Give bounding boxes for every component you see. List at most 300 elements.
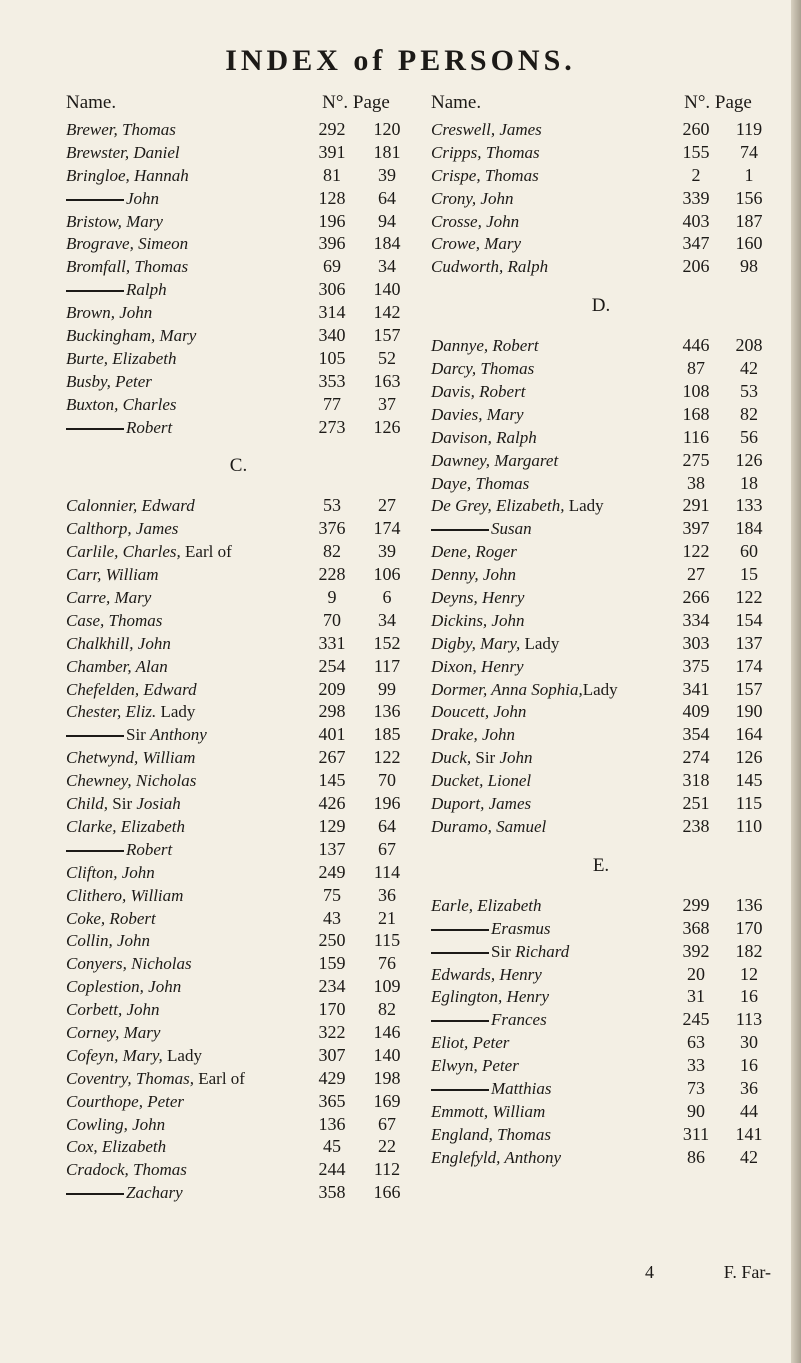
entry-number: 159	[318, 953, 346, 974]
entry-name	[431, 1009, 665, 1032]
entry-page: 157	[373, 325, 401, 346]
entry-page: 34	[378, 256, 396, 277]
entry-name-text: Duck,	[431, 748, 472, 768]
entry-number: 331	[318, 632, 346, 653]
index-entry	[431, 792, 771, 815]
entry-page: 154	[735, 609, 763, 630]
index-entry	[66, 700, 411, 723]
entry-name-text: Emmott, William	[431, 1101, 546, 1121]
entry-name	[66, 541, 301, 564]
entry-page: 146	[373, 1021, 401, 1042]
index-entry	[66, 370, 411, 393]
entry-name	[431, 633, 665, 656]
section-letter: C.	[229, 455, 248, 477]
entry-name	[66, 587, 301, 610]
entry-page: 21	[378, 907, 396, 928]
no-page-header: N°. Page	[322, 92, 390, 113]
entry-name	[66, 656, 301, 679]
index-entry	[66, 586, 411, 609]
entry-number: 358	[318, 1182, 346, 1203]
entry-name-text: Darcy, Thomas	[431, 359, 535, 379]
entry-name-text: Frances	[491, 1010, 547, 1030]
entry-page: 126	[735, 449, 763, 470]
entry-name	[66, 302, 301, 325]
index-entry	[431, 700, 771, 723]
index-entry	[66, 998, 411, 1021]
entry-number: 274	[682, 747, 710, 768]
index-entry	[66, 1113, 411, 1136]
entry-name	[431, 747, 665, 770]
entry-name	[431, 427, 665, 450]
index-entry	[431, 632, 771, 655]
entry-name	[66, 495, 301, 518]
page-footer	[431, 1262, 771, 1283]
entry-name	[431, 404, 665, 427]
entry-name-text: Matthias	[491, 1078, 552, 1098]
index-entry	[66, 563, 411, 586]
entry-page: 76	[378, 953, 396, 974]
entry-page: 1	[744, 164, 754, 185]
entry-page: 110	[735, 815, 763, 836]
entry-number: 403	[682, 210, 710, 231]
index-entry	[66, 416, 411, 439]
entry-page: 169	[373, 1090, 401, 1111]
entry-number: 409	[682, 701, 710, 722]
entry-page: 74	[740, 141, 758, 162]
index-entry	[66, 164, 411, 187]
entry-number: 426	[318, 793, 346, 814]
entry-title: Lady	[582, 679, 618, 699]
entry-page: 196	[373, 793, 401, 814]
entry-name-text: Chefelden, Edward	[66, 679, 197, 699]
entry-name	[431, 701, 665, 724]
entry-page: 70	[378, 770, 396, 791]
entry-page: 119	[735, 119, 763, 139]
entry-number: 307	[318, 1044, 346, 1065]
entry-name	[66, 211, 301, 234]
entry-name	[66, 188, 301, 211]
entry-number: 69	[323, 256, 341, 277]
ditto-dash	[66, 735, 124, 737]
entry-name-text: Courthope, Peter	[66, 1091, 185, 1111]
entry-page: 16	[740, 1055, 758, 1076]
right-column-header	[431, 92, 771, 118]
page-edge-shadow	[791, 0, 801, 1363]
entry-title: Lady	[162, 1045, 202, 1065]
entry-name-text: Deyns, Henry	[431, 588, 525, 608]
entry-name	[431, 895, 665, 918]
entry-number: 244	[318, 1159, 346, 1180]
entry-name	[66, 816, 301, 839]
entry-name	[431, 335, 665, 358]
right-column	[431, 92, 771, 1169]
index-entry	[66, 723, 411, 746]
entry-name-text: Child,	[66, 794, 109, 814]
entry-page: 122	[735, 587, 763, 608]
entry-number: 20	[687, 963, 705, 984]
entry-name-text: Carre, Mary	[66, 588, 152, 608]
ditto-dash	[66, 1193, 124, 1195]
entry-page: 120	[373, 119, 401, 139]
entry-page: 82	[740, 403, 758, 424]
name-header: Name.	[431, 92, 482, 113]
entry-name	[66, 747, 301, 770]
entry-name-text: Dannye, Robert	[431, 336, 539, 356]
entry-page: 140	[373, 279, 401, 300]
entry-name-text: Ralph	[126, 280, 167, 300]
index-entry	[431, 232, 771, 255]
index-entry	[66, 255, 411, 278]
entry-name-text: Doucett, John	[431, 702, 527, 722]
entry-page: 157	[735, 678, 763, 699]
index-entry	[431, 963, 771, 986]
entry-name	[66, 999, 301, 1022]
entry-name	[66, 1045, 301, 1068]
entry-name-text: Dene, Roger	[431, 542, 517, 562]
entry-page: 142	[373, 302, 401, 323]
index-entry	[66, 232, 411, 255]
entry-number: 168	[682, 403, 710, 424]
entry-name	[66, 119, 301, 142]
entry-number: 145	[318, 770, 346, 791]
entry-name-text: Brown, John	[66, 303, 153, 323]
entry-name-text: Brewer, Thomas	[66, 120, 176, 139]
entry-name-text: Bromfall, Thomas	[66, 257, 189, 277]
entry-number: 82	[323, 541, 341, 562]
entry-name-text: Anthony	[150, 725, 207, 745]
entry-name-text: Corney, Mary	[66, 1022, 161, 1042]
index-entry	[431, 540, 771, 563]
ditto-dash	[66, 199, 124, 201]
entry-name-text: Corbett, John	[66, 1000, 160, 1020]
entry-name-text: Davison, Ralph	[431, 427, 537, 447]
entry-number: 155	[682, 141, 710, 162]
index-entry	[66, 975, 411, 998]
entry-number: 196	[318, 210, 346, 231]
entry-page: 109	[373, 976, 401, 997]
entry-number: 238	[682, 815, 710, 836]
index-entry	[431, 1077, 771, 1100]
index-entry	[431, 118, 771, 141]
entry-name-text: Cowling, John	[66, 1114, 166, 1134]
index-entry	[66, 347, 411, 370]
entry-page: 145	[735, 770, 763, 791]
entry-number: 77	[323, 393, 341, 414]
entry-number: 368	[682, 917, 710, 938]
entry-number: 136	[318, 1113, 346, 1134]
entry-page: 30	[740, 1032, 758, 1053]
entry-name-text: Carlile, Charles,	[66, 542, 181, 562]
entry-name-text: Cudworth, Ralph	[431, 257, 549, 277]
entry-name-text: England, Thomas	[431, 1124, 551, 1144]
index-entry	[66, 678, 411, 701]
entry-name	[431, 1124, 665, 1147]
entry-page: 36	[378, 884, 396, 905]
entry-page: 126	[735, 747, 763, 768]
entry-name	[66, 724, 301, 747]
index-entry	[66, 861, 411, 884]
entry-number: 353	[318, 370, 346, 391]
section-letter: D.	[591, 295, 611, 317]
entry-name	[431, 450, 665, 473]
entry-name	[431, 256, 665, 279]
entry-page: 208	[735, 335, 763, 356]
index-entry	[431, 210, 771, 233]
left-column-header	[66, 92, 411, 118]
entry-name-text: Chewney, Nicholas	[66, 771, 197, 791]
index-entry	[66, 1158, 411, 1181]
entry-name-text: Clarke, Elizabeth	[66, 816, 185, 836]
entry-page: 82	[378, 999, 396, 1020]
index-entry	[431, 769, 771, 792]
entry-name	[66, 610, 301, 633]
entry-name-text: Coplestion, John	[66, 977, 182, 997]
catchword: F. Far-	[723, 1262, 771, 1282]
entry-name-text: Susan	[491, 519, 532, 539]
entry-number: 275	[682, 449, 710, 470]
entry-name	[66, 930, 301, 953]
entry-name-text: Coventry, Thomas,	[66, 1068, 194, 1088]
entry-page: 126	[373, 416, 401, 437]
entry-name	[431, 473, 665, 496]
index-entry	[431, 815, 771, 838]
entry-name-text: Ducket, Lionel	[431, 771, 532, 791]
entry-name-text: Bringloe, Hannah	[66, 165, 189, 185]
entry-name	[431, 587, 665, 610]
entry-number: 129	[318, 815, 346, 836]
entry-name-text: Calthorp, James	[66, 519, 179, 539]
entry-number: 170	[318, 999, 346, 1020]
index-entry	[431, 426, 771, 449]
entry-number: 392	[682, 940, 710, 961]
entry-page: 174	[373, 518, 401, 539]
entry-name-text: Chetwynd, William	[66, 748, 196, 768]
index-entry	[66, 792, 411, 815]
entry-number: 354	[682, 724, 710, 745]
entry-name-text: Brograve, Simeon	[66, 234, 189, 254]
entry-number: 81	[323, 164, 341, 185]
entry-name	[66, 394, 301, 417]
index-entry	[66, 815, 411, 838]
entry-page: 98	[740, 256, 758, 277]
entry-number: 401	[318, 724, 346, 745]
entry-name	[431, 610, 665, 633]
entry-page: 67	[378, 1113, 396, 1134]
entry-page: 184	[373, 233, 401, 254]
entry-number: 251	[682, 793, 710, 814]
entry-name	[431, 119, 665, 142]
entry-name-text: Daye, Thomas	[431, 473, 530, 493]
entry-name-text: Richard	[515, 941, 570, 961]
entry-name-text: Crony, John	[431, 188, 514, 208]
entry-name	[66, 1022, 301, 1045]
entry-name	[66, 279, 301, 302]
entry-name-text: Clithero, William	[66, 885, 184, 905]
entry-name	[431, 495, 665, 518]
entry-name-text: Edwards, Henry	[431, 964, 542, 984]
entry-page: 34	[378, 609, 396, 630]
entry-page: 187	[735, 210, 763, 231]
entry-name	[66, 518, 301, 541]
entry-name-text: Drake, John	[431, 725, 516, 745]
entry-number: 108	[682, 381, 710, 402]
entry-number: 334	[682, 609, 710, 630]
entry-number: 234	[318, 976, 346, 997]
entry-name-text: Dixon, Henry	[431, 656, 524, 676]
entry-number: 116	[682, 426, 710, 447]
entry-page: 181	[373, 141, 401, 162]
entry-name-text: Cofeyn, Mary,	[66, 1045, 163, 1065]
entry-name	[66, 770, 301, 793]
index-entry	[66, 210, 411, 233]
index-entry	[66, 952, 411, 975]
index-entry	[66, 1090, 411, 1113]
ditto-dash	[431, 929, 489, 931]
index-entry	[66, 746, 411, 769]
entry-page: 36	[740, 1077, 758, 1098]
section-letter: E.	[592, 854, 610, 876]
entry-name-text: Earle, Elizabeth	[431, 895, 542, 915]
entry-name	[66, 325, 301, 348]
index-entry	[431, 940, 771, 963]
entry-name-text: Calonnier, Edward	[66, 496, 195, 516]
entry-title: Sir	[108, 794, 137, 814]
index-entry	[66, 929, 411, 952]
entry-name	[431, 564, 665, 587]
entry-name-text: Crosse, John	[431, 211, 520, 231]
entry-name	[66, 1114, 301, 1137]
index-entry	[431, 985, 771, 1008]
entry-name-text: Crispe, Thomas	[431, 165, 539, 185]
entry-name	[66, 862, 301, 885]
entry-name	[66, 908, 301, 931]
entry-name-text: Chamber, Alan	[66, 656, 168, 676]
entry-number: 397	[682, 518, 710, 539]
entry-number: 314	[318, 302, 346, 323]
entry-name	[66, 976, 301, 999]
entry-name	[66, 953, 301, 976]
entry-page: 156	[735, 187, 763, 208]
entry-page: 56	[740, 426, 758, 447]
entry-name	[431, 793, 665, 816]
entry-page: 15	[740, 564, 758, 585]
entry-number: 31	[687, 986, 705, 1007]
entry-number: 53	[323, 495, 341, 516]
index-entry	[66, 301, 411, 324]
left-entries	[66, 118, 411, 1204]
entry-page: 112	[373, 1159, 401, 1180]
entry-name	[66, 564, 301, 587]
entry-page: 42	[740, 358, 758, 379]
entry-number: 273	[318, 416, 346, 437]
entry-name-text: Denny, John	[431, 565, 516, 585]
index-entry	[431, 517, 771, 540]
entry-name-text: Clifton, John	[66, 862, 155, 882]
entry-number: 266	[682, 587, 710, 608]
index-entry	[66, 655, 411, 678]
entry-page: 182	[735, 940, 763, 961]
entry-name	[431, 964, 665, 987]
index-entry	[431, 403, 771, 426]
entry-number: 90	[687, 1100, 705, 1121]
entry-name	[66, 679, 301, 702]
entry-page: 6	[382, 587, 392, 608]
index-entry	[66, 393, 411, 416]
entry-name	[66, 839, 301, 862]
entry-name	[431, 1078, 665, 1101]
entry-number: 70	[323, 609, 341, 630]
entry-number: 38	[687, 472, 705, 493]
entry-name	[431, 1032, 665, 1055]
entry-name-text: Eliot, Peter	[431, 1033, 510, 1053]
entry-number: 267	[318, 747, 346, 768]
entry-page: 152	[373, 632, 401, 653]
entry-name-text: Chalkhill, John	[66, 633, 171, 653]
index-entry	[66, 884, 411, 907]
right-entries	[431, 118, 771, 1169]
entry-name	[431, 1101, 665, 1124]
entry-number: 45	[323, 1136, 341, 1157]
entry-number: 299	[682, 894, 710, 915]
entry-name-text: Zachary	[126, 1183, 183, 1203]
entry-number: 87	[687, 358, 705, 379]
entry-page: 12	[740, 963, 758, 984]
entry-page: 137	[735, 632, 763, 653]
entry-page: 166	[373, 1182, 401, 1203]
index-entry	[431, 746, 771, 769]
entry-page: 115	[373, 930, 401, 951]
entry-page: 160	[735, 233, 763, 254]
entry-number: 86	[687, 1146, 705, 1167]
ditto-dash	[431, 529, 489, 531]
entry-prefix: Sir	[491, 941, 516, 961]
entry-page: 60	[740, 541, 758, 562]
entry-name	[66, 701, 301, 724]
index-entry	[431, 894, 771, 917]
entry-number: 291	[682, 495, 710, 516]
entry-name	[431, 165, 665, 188]
entry-title: Lady	[520, 633, 560, 653]
entry-number: 63	[687, 1032, 705, 1053]
entry-name	[66, 256, 301, 279]
entry-number: 254	[318, 655, 346, 676]
ditto-dash	[431, 1020, 489, 1022]
entry-name	[66, 233, 301, 256]
entry-name-text: Digby, Mary,	[431, 633, 521, 653]
entry-number: 306	[318, 279, 346, 300]
entry-page: 106	[373, 564, 401, 585]
entry-name	[66, 793, 301, 816]
entry-name	[66, 142, 301, 165]
entry-name-text: Robert	[126, 417, 173, 437]
index-entry	[66, 609, 411, 632]
index-entry	[66, 187, 411, 210]
ditto-dash	[431, 1089, 489, 1091]
entry-page: 136	[373, 701, 401, 722]
entry-number: 347	[682, 233, 710, 254]
index-entry	[66, 1021, 411, 1044]
entry-name-text: Coke, Robert	[66, 908, 156, 928]
entry-name	[431, 816, 665, 839]
entry-page: 133	[735, 495, 763, 516]
entry-page: 39	[378, 541, 396, 562]
entry-page: 117	[373, 655, 401, 676]
entry-number: 137	[318, 838, 346, 859]
entry-name-text: Cradock, Thomas	[66, 1160, 187, 1180]
entry-number: 33	[687, 1055, 705, 1076]
entry-number: 376	[318, 518, 346, 539]
entry-number: 209	[318, 678, 346, 699]
